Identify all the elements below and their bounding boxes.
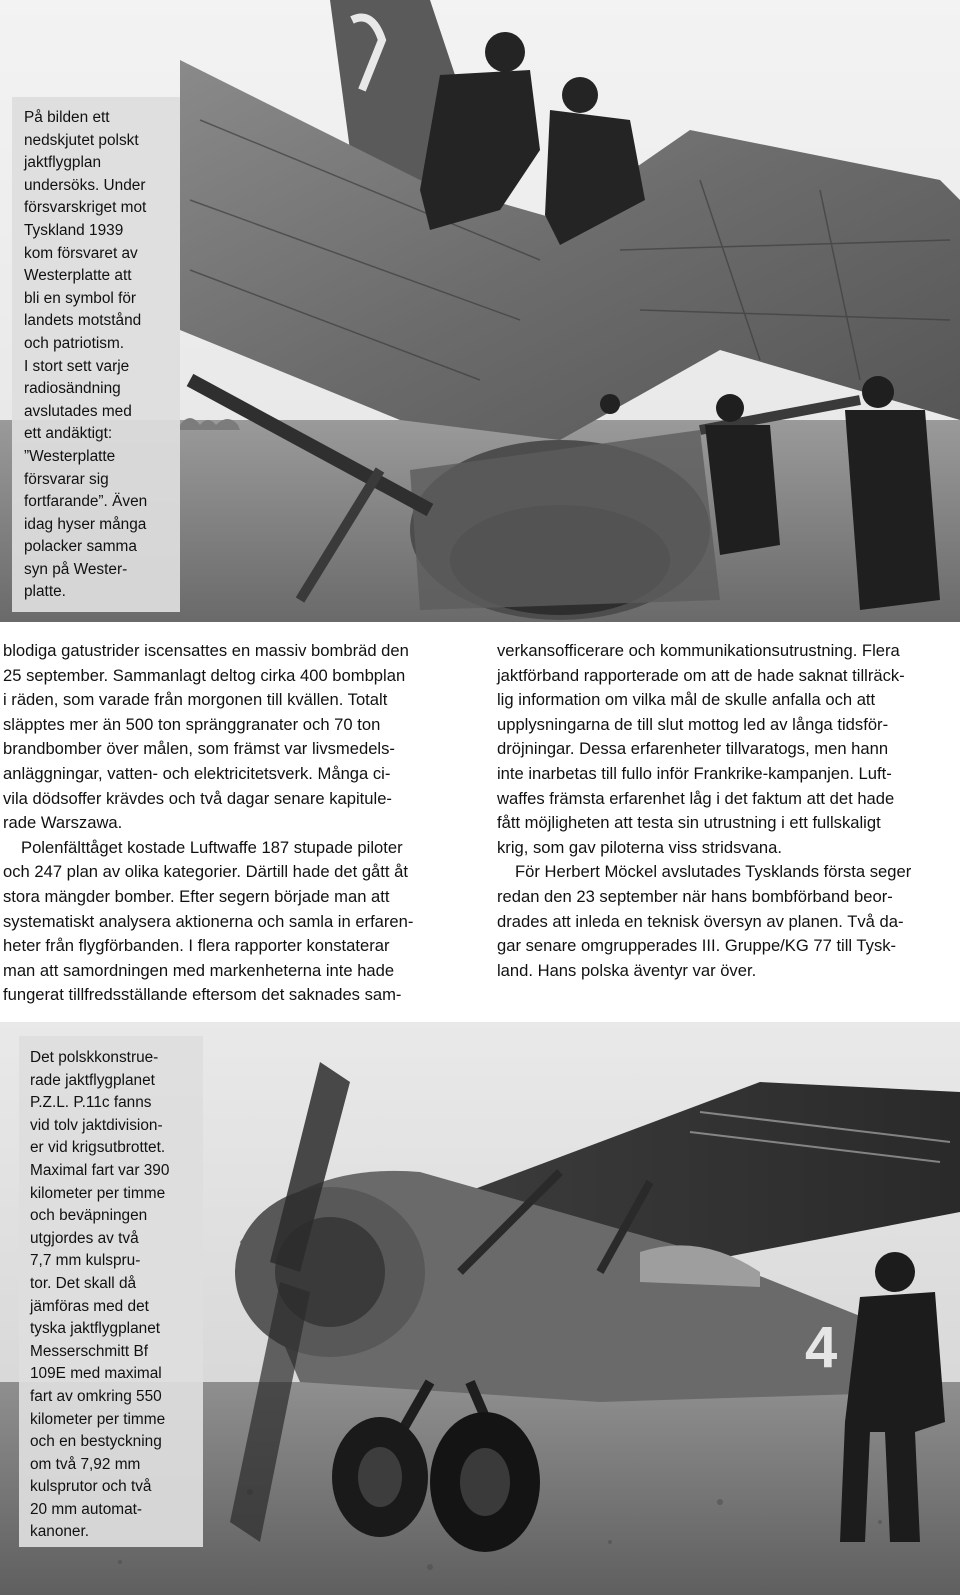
tail-number: 4	[805, 1315, 838, 1380]
article-paragraph: För Herbert Möckel avslutades Tysklands första seger redan den 23 september när hans bombförband beor- drades att inleda en teknisk översyn av planen. Två da- gar senare omgrupperades III. Gruppe/KG 77 till Tysk- land. Hans polska äventyr var över.	[497, 862, 912, 980]
article-paragraph: blodiga gatustrider iscensattes en massiv bombräd den 25 september. Sammanlagt deltog cirka 400 bombplan i räden, som varade från morgonen till kvällen. Totalt släpptes mer än 500 ton spränggranater och 70 ton brandbomber över målen, som främst var livsmedels- anläggningar, vatten- och elektricitetsverk. Många ci- vila dödsoffer krävdes och två dagar senare kapitule- rade Warszawa.	[3, 641, 409, 833]
photo-caption-bottom: Det polskkonstrue- rade jaktflygplanet P.Z.L. P.11c fanns vid tolv jaktdivision- er vid krigsutbrottet. Maximal fart var 390 kilometer per timme och beväpningen utgjordes av två 7,7 mm kulspru- tor. Det skall då jämföras med det tyska jaktflygplanet Messerschmitt Bf 109E med maximal fart av omkring 550 kilometer per timme och en bestyckning om två 7,92 mm kulsprutor och två 20 mm automat- kanoner.	[19, 1036, 203, 1547]
article-column-right	[497, 639, 958, 983]
article-paragraph: verkansofficerare och kommunikationsutrustning. Flera jaktförband rapporterade om att de hade saknat tillräck- lig information om vilka mål de skulle anfalla och att upplysningarna de till slut mottog led av långa tidsför- dröjningar. Dessa erfarenheter tillvaratogs, men hann inte inarbetas till fullo inför Frankrike-kampanjen. Luft- waffes främsta erfarenhet låg i det faktum att det hade fått möjligheten att testa sin utrustning i ett fullskaligt krig, som gav piloterna viss stridsvana.	[497, 641, 905, 857]
article-paragraph: Polenfälttåget kostade Luftwaffe 187 stupade piloter och 247 plan av olika kategorier. Därtill hade det gått åt stora mängder bomber. Efter segern började man att systematiskt analysera aktionerna och samla in erfaren- heter från flygförbanden. I flera rapporter konstaterar man att samordningen med markenheterna inte hade fungerat tillfredsställande eftersom det saknades sam-	[3, 837, 414, 1005]
photo-caption-top: På bilden ett nedskjutet polskt jaktflygplan undersöks. Under försvarskriget mot Tyskland 1939 kom försvaret av Westerplatte att bli en symbol för landets motstånd och patriotism. I stort sett varje radiosändning avslutades med ett andäktigt: ”Westerplatte försvarar sig fortfarande”. Även idag hyser många polacker samma syn på Wester- platte.	[12, 97, 180, 612]
article-column-left	[3, 639, 465, 1008]
